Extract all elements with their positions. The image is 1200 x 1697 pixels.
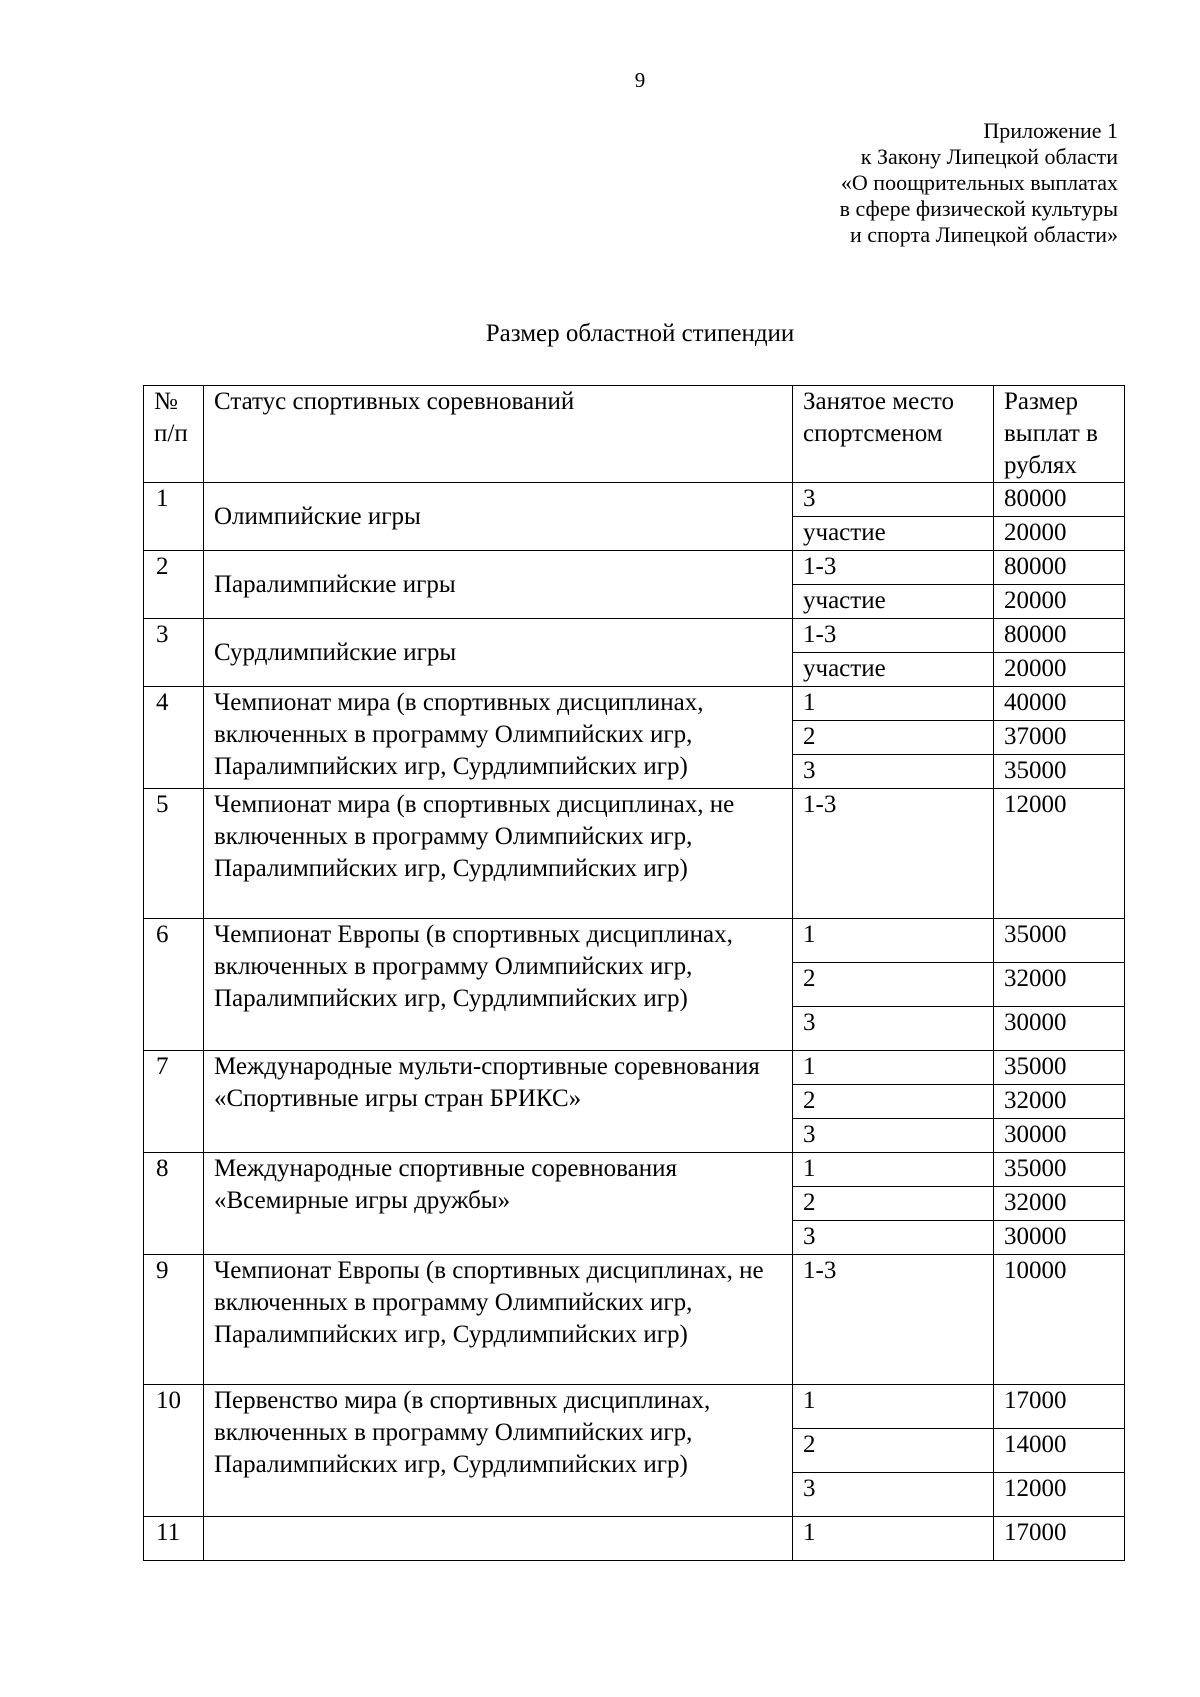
place-cell: 2 [793,721,994,755]
amount-cell: 17000 [994,1385,1125,1429]
amount-cell: 80000 [994,619,1125,653]
appendix-line: к Закону Липецкой области [860,144,1118,169]
header-place: Занятое место спортсменом [793,386,994,483]
amount-cell: 32000 [994,963,1125,1007]
place-cell: 3 [793,483,994,517]
place-cell: 1 [793,1517,994,1561]
amount-cell: 40000 [994,687,1125,721]
header-status: Статус спортивных соревнований [204,386,793,483]
amount-cell: 35000 [994,919,1125,963]
place-cell: участие [793,653,994,687]
document-title: Размер областной стипендии [485,320,795,347]
amount-cell: 30000 [994,1119,1125,1153]
amount-cell: 17000 [994,1517,1125,1561]
amount-cell: 30000 [994,1007,1125,1051]
competition-status: Олимпийские игры [204,483,793,551]
row-number: 10 [144,1385,204,1517]
stipend-table [143,385,1125,1561]
table-row [144,1385,1125,1429]
row-number: 9 [144,1255,204,1385]
amount-cell: 12000 [994,789,1125,919]
place-cell: 2 [793,1429,994,1473]
amount-cell: 80000 [994,483,1125,517]
appendix-line: Приложение 1 [983,118,1118,143]
row-number: 3 [144,619,204,687]
amount-cell: 35000 [994,1051,1125,1085]
place-cell: 1-3 [793,619,994,653]
row-number: 8 [144,1153,204,1255]
table-row [144,789,1125,919]
amount-cell: 37000 [994,721,1125,755]
row-number: 6 [144,919,204,1051]
header-num: № п/п [144,386,204,483]
competition-status [204,1517,793,1561]
amount-cell: 12000 [994,1473,1125,1517]
row-number: 2 [144,551,204,619]
row-number: 1 [144,483,204,551]
place-cell: участие [793,517,994,551]
place-cell: 3 [793,1221,994,1255]
place-cell: 3 [793,1473,994,1517]
place-cell: 1 [793,1153,994,1187]
appendix-header [840,118,1118,248]
appendix-line: «О поощрительных выплатах [840,170,1118,195]
competition-status: Чемпионат Европы (в спортивных дисциплинах, включенных в программу Олимпийских игр, Паралимпийских игр, Сурдлимпийских игр) [204,919,793,1051]
amount-cell: 20000 [994,585,1125,619]
page-number: 9 [634,68,646,92]
amount-cell: 20000 [994,517,1125,551]
table-row [144,619,1125,653]
amount-cell: 20000 [994,653,1125,687]
amount-cell: 32000 [994,1187,1125,1221]
place-cell: 1 [793,687,994,721]
competition-status: Международные спортивные соревнования «Всемирные игры дружбы» [204,1153,793,1255]
appendix-line: и спорта Липецкой области» [849,222,1118,247]
place-cell: 1-3 [793,551,994,585]
competition-status: Паралимпийские игры [204,551,793,619]
place-cell: участие [793,585,994,619]
row-number: 11 [144,1517,204,1561]
place-cell: 2 [793,1085,994,1119]
row-number: 7 [144,1051,204,1153]
table-row [144,1255,1125,1385]
table-row [144,1051,1125,1085]
amount-cell: 10000 [994,1255,1125,1385]
place-cell: 1 [793,1385,994,1429]
table-row [144,919,1125,963]
competition-status: Сурдлимпийские игры [204,619,793,687]
table-row [144,1153,1125,1187]
place-cell: 1 [793,1051,994,1085]
amount-cell: 14000 [994,1429,1125,1473]
table-body [144,483,1125,1561]
amount-cell: 32000 [994,1085,1125,1119]
place-cell: 2 [793,1187,994,1221]
appendix-line: в сфере физической культуры [839,196,1118,221]
competition-status: Чемпионат Европы (в спортивных дисциплинах, не включенных в программу Олимпийских игр, Паралимпийских игр, Сурдлимпийских игр) [204,1255,793,1385]
row-number: 4 [144,687,204,789]
place-cell: 3 [793,1119,994,1153]
table-row [144,551,1125,585]
amount-cell: 30000 [994,1221,1125,1255]
place-cell: 1-3 [793,1255,994,1385]
table-row [144,687,1125,721]
amount-cell: 35000 [994,755,1125,789]
competition-status: Чемпионат мира (в спортивных дисциплинах, не включенных в программу Олимпийских игр, Паралимпийских игр, Сурдлимпийских игр) [204,789,793,919]
table-row [144,1517,1125,1561]
competition-status: Международные мульти-спортивные соревнования «Спортивные игры стран БРИКС» [204,1051,793,1153]
amount-cell: 80000 [994,551,1125,585]
amount-cell: 35000 [994,1153,1125,1187]
place-cell: 2 [793,963,994,1007]
table-row [144,483,1125,517]
place-cell: 1-3 [793,789,994,919]
place-cell: 3 [793,755,994,789]
row-number: 5 [144,789,204,919]
competition-status: Первенство мира (в спортивных дисциплинах, включенных в программу Олимпийских игр, Паралимпийских игр, Сурдлимпийских игр) [204,1385,793,1517]
header-amount: Размер выплат в рублях [994,386,1125,483]
place-cell: 1 [793,919,994,963]
competition-status: Чемпионат мира (в спортивных дисциплинах, включенных в программу Олимпийских игр, Паралимпийских игр, Сурдлимпийских игр) [204,687,793,789]
table-header-row [144,386,1125,483]
place-cell: 3 [793,1007,994,1051]
